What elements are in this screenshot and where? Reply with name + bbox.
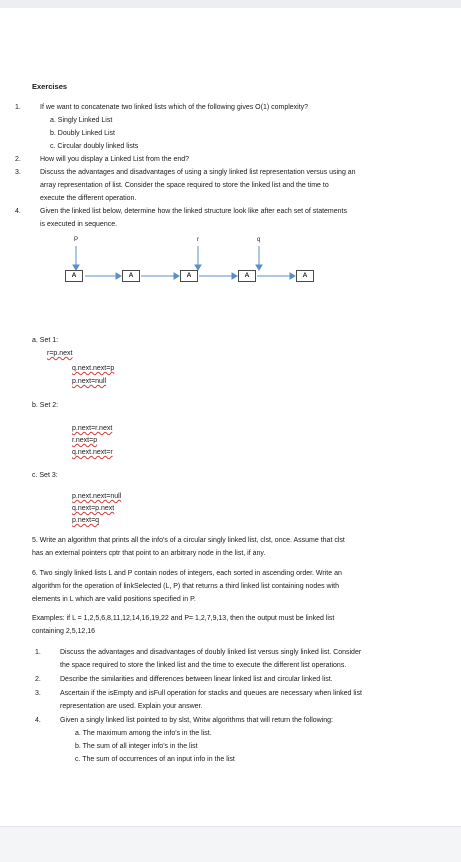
set2-stmt-2: r.next=p <box>72 437 98 444</box>
q3-number: 3. <box>15 169 21 176</box>
set1-stmt-1: r=p.next <box>47 350 73 357</box>
example-line-2: containing 2,5,12,16 <box>32 628 96 635</box>
q2-text: How will you display a Linked List from the end? <box>40 156 190 163</box>
link-arrowhead-2 <box>174 273 179 279</box>
b1-number: 1. <box>35 649 41 656</box>
set3-stmt-2: q.next=p.next <box>72 505 115 512</box>
q5-line-2: has an external pointers cptr that point to an arbitrary node in the list, if any. <box>32 550 266 557</box>
list-node-2: A <box>122 270 140 282</box>
q3-line-3: execute the different operation. <box>40 195 137 202</box>
b4-text: Given a singly linked list pointed to by slst, Writw algorithms that will return the following: <box>60 717 333 724</box>
q4-line-2: is executed in sequence. <box>40 221 118 228</box>
b4-option-b: b. The sum of all integer info's in the list <box>75 743 198 750</box>
b2-number: 2. <box>35 676 41 683</box>
q6-line-3: elements in L which are valid positions specified in P. <box>32 596 196 603</box>
pointer-arrowhead-q <box>256 265 262 270</box>
b2-text: Describe the similarities and differences between linear linked list and circular linked list. <box>60 676 333 683</box>
link-arrowhead-1 <box>116 273 121 279</box>
set3-stmt-3: p.next=q <box>72 517 100 524</box>
b4-option-a: a. The maximum among the info's in the list. <box>75 730 212 737</box>
q4-line-1: Given the linked list below, determine how the linked structure look like after each set of statements <box>40 208 347 215</box>
diagram-arrows <box>40 236 340 296</box>
q6-line-2: algorithm for the operation of linkSelected (L, P) that returns a third linked list containing nodes with <box>32 583 339 590</box>
q1-number: 1. <box>15 104 21 111</box>
pointer-label-r: r <box>197 237 199 243</box>
b3-line-1: Ascertain if the isEmpty and isFull operation for stacks and queues are necessary when linked list <box>60 690 362 697</box>
document-page <box>0 8 461 826</box>
viewer-bottom-area <box>0 826 461 862</box>
set2-stmt-1: p.next=r.next <box>72 425 113 432</box>
list-node-1: A <box>65 270 83 282</box>
pointer-label-q: q <box>257 237 261 243</box>
exercises-title: Exercises <box>32 82 68 91</box>
b4-option-c: c. The sum of occurrences of an input info in the list <box>75 756 235 763</box>
q5-line-1: 5. Write an algorithm that prints all the info's of a circular singly linked list, clst, once. Assume that clst <box>32 537 345 544</box>
link-arrowhead-4 <box>290 273 295 279</box>
q3-line-1: Discuss the advantages and disadvantages of using a singly linked list representation versus using an <box>40 169 356 176</box>
set1-stmt-2: q.next.next=p <box>72 365 115 372</box>
b1-line-2: the space required to store the linked list and the time to execute the different list operations. <box>60 662 347 669</box>
b3-number: 3. <box>35 690 41 697</box>
pointer-label-p: P <box>74 237 79 243</box>
set3-label: c. Set 3: <box>32 472 58 479</box>
set1-label: a. Set 1: <box>32 337 59 344</box>
example-line-1: Examples: if L = 1,2,5,6,8,11,12,14,16,19,22 and P= 1,2,7,9,13, then the output must be linked list <box>32 615 335 622</box>
q1-option-c: c. Circular doubly linked lists <box>50 143 139 150</box>
b1-line-1: Discuss the advantages and disadvantages of doubly linked list versus singly linked list. Consider <box>60 649 362 656</box>
q1-option-b: b. Doubly Linked List <box>50 130 115 137</box>
q6-line-1: 6. Two singly linked lists L and P contain nodes of integers, each sorted in ascending order. Write an <box>32 570 342 577</box>
list-node-5: A <box>296 270 314 282</box>
set3-stmt-1: p.next.next=null <box>72 493 122 500</box>
b4-number: 4. <box>35 717 41 724</box>
q4-number: 4. <box>15 208 21 215</box>
q2-number: 2. <box>15 156 21 163</box>
q3-line-2: array representation of list. Consider the space required to store the linked list and the time to <box>40 182 329 189</box>
list-node-3: A <box>180 270 198 282</box>
q1-option-a: a. Singly Linked List <box>50 117 113 124</box>
set2-stmt-3: q.next.next=r <box>72 449 113 456</box>
q1-text: If we want to concatenate two linked lists which of the following gives O(1) complexity? <box>40 104 309 111</box>
set2-label: b. Set 2: <box>32 402 59 409</box>
list-node-4: A <box>238 270 256 282</box>
b3-line-2: representation are used. Explain your answer. <box>60 703 203 710</box>
set1-stmt-3: p.next=null <box>72 378 107 385</box>
link-arrowhead-3 <box>232 273 237 279</box>
